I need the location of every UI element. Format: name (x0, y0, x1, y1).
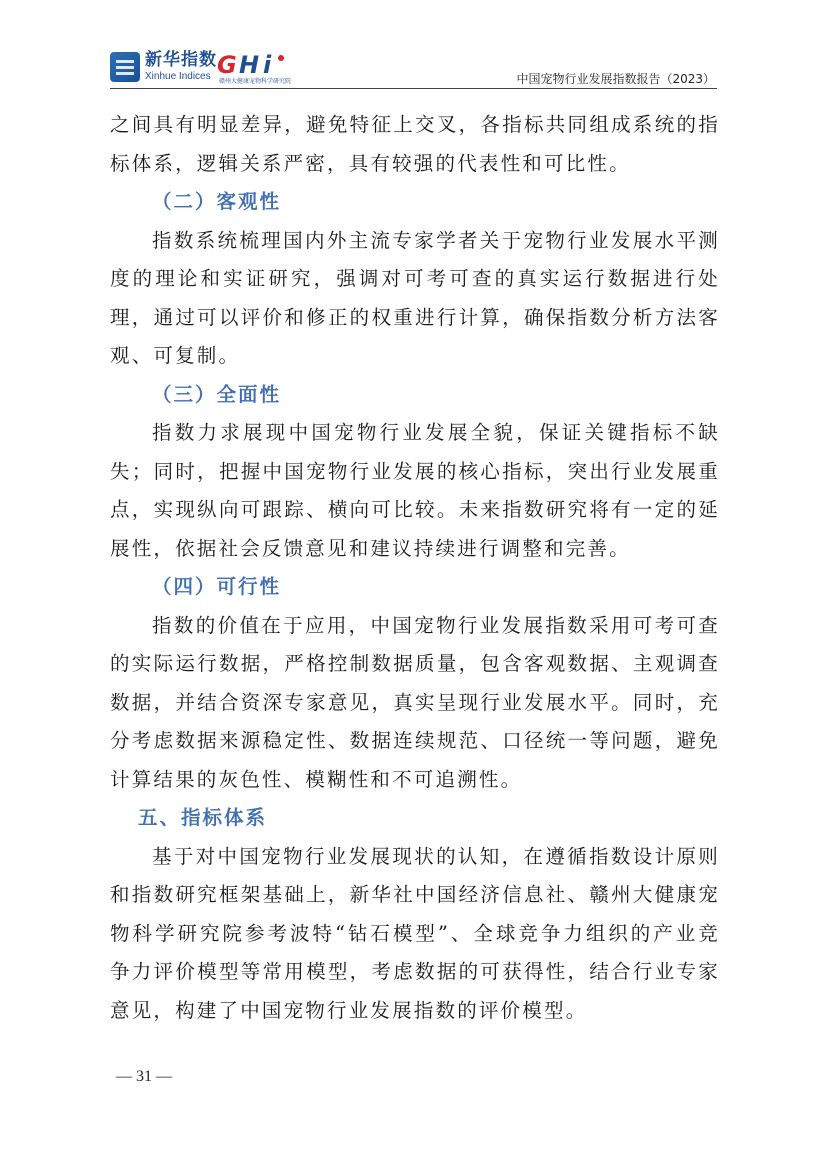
ghi-institute-logo (215, 52, 307, 86)
section-heading-feasibility: （四）可行性 (152, 575, 282, 598)
header-divider (110, 88, 717, 89)
ghi-logo-subtitle: 赣州大健康宠物科学研究院 (219, 78, 292, 85)
paragraph-continued: 之间具有明显差异，避免特征上交叉，各指标共同组成系统的指标体系，逻辑关系严密，具有较强的代表性和可比性。 (110, 113, 720, 175)
xinhua-logo-icon (110, 52, 140, 82)
xinhua-indices-logo (110, 52, 217, 82)
logo-english-name: Xinhue Indices (145, 71, 211, 82)
page-header (0, 0, 827, 100)
section-heading-objectivity: （二）客观性 (152, 190, 282, 213)
paragraph-indicator-system: 基于对中国宠物行业发展现状的认知，在遵循指数设计原则和指数研究框架基础上，新华社中国经济信息社、赣州大健康宠物科学研究院参考波特“钻石模型”、全球竞争力组织的产业竞争力评价模型等常用模型，考虑数据的可获得性，结合行业专家意见，构建了中国宠物行业发展指数的评价模型。 (110, 844, 720, 1022)
svg-text:i: i (263, 52, 272, 76)
chapter-heading-indicator-system: 五、指标体系 (138, 806, 268, 829)
svg-text:G: G (217, 52, 237, 76)
section-heading-comprehensiveness: （三）全面性 (152, 382, 282, 406)
ghi-logo-icon (215, 52, 307, 76)
logo-chinese-name: 新华指数 (145, 50, 217, 70)
page-number: — 31 — (116, 1068, 172, 1085)
paragraph-comprehensiveness: 指数力求展现中国宠物行业发展全貌，保证关键指标不缺失；同时，把握中国宠物行业发展的核心指标，突出行业发展重点，实现纵向可跟踪、横向可比较。未来指数研究将有一定的延展性，依据社会反馈意见和建议持续进行调整和完善。 (110, 421, 720, 560)
report-title: 中国宠物行业发展指数报告（2023） (516, 72, 715, 86)
paragraph-feasibility: 指数的价值在于应用，中国宠物行业发展指数采用可考可查的实际运行数据，严格控制数据质量，包含客观数据、主观调查数据，并结合资深专家意见，真实呈现行业发展水平。同时，充分考虑数据来源稳定性、数据连续规范、口径统一等问题，避免计算结果的灰色性、模糊性和不可追溯性。 (110, 613, 720, 791)
paragraph-objectivity: 指数系统梳理国内外主流专家学者关于宠物行业发展水平测度的理论和实证研究，强调对可考可查的真实运行数据进行处理，通过可以评价和修正的权重进行计算，确保指数分析方法客观、可复制。 (110, 228, 720, 367)
document-body (110, 106, 720, 1030)
svg-text:H: H (239, 52, 260, 76)
